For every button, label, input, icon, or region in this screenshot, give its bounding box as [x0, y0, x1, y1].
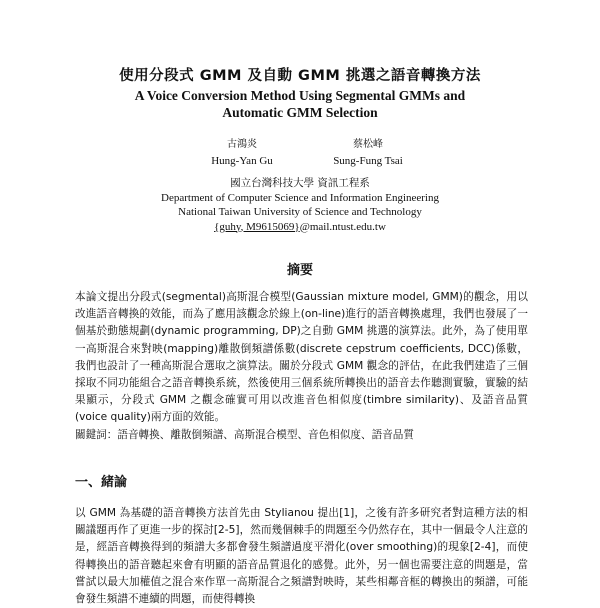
- paper-title-english: [0, 87, 600, 121]
- keywords-line: 關鍵詞：語音轉換、離散倒頻譜、高斯混合模型、音色相似度、語音品質: [75, 429, 414, 441]
- author-2: [298, 137, 438, 169]
- email-link[interactable]: {guhy, M9615069}: [214, 220, 300, 233]
- author-2-name-en: Sung-Fung Tsai: [333, 155, 403, 167]
- author-1-name-zh: 古鴻炎: [227, 139, 257, 150]
- abstract-text: 本論文提出分段式(segmental)高斯混合模型(Gaussian mixture model, GMM)的觀念，用以改進語音轉換的效能，而為了應用該觀念於線上(on-line)進行的語音轉換處理，我們也發展了一個基於動態規劃(dynamic programming, DP)之自動 GMM 挑選的演算法。此外，為了使用單一高斯混合來對映(mapping)離散倒頻譜係數(discrete cepstrum coefficients, DCC)係數，我們也設計了一種高斯混合選取之演算法。關於分段式 GMM 觀念的評估，在此我們建造了三個採取不同功能組合之語音轉換系統，然後使用三個系統所轉換出的語音去作聽測實驗，實驗的結果顯示，分段式 GMM 之觀念確實可用以改進音色相似度(timbre similarity)、及語音品質(voice quality)兩方面的效能。: [75, 291, 528, 424]
- section-1-text: 以 GMM 為基礎的語音轉換方法首先由 Stylianou 提出[1]，之後有許多研究者對這種方法的相關議題再作了更進一步的探討[2-5]，然而幾個棘手的問題至今仍然存在，其中一個最令人注意的是，經語音轉換得到的頻譜大多都會發生頻譜過度平滑化(over smoothing)的現象[2-4]，而使得轉換出的語音聽起來會有明顯的語音品質退化的感覺。此外，另一個也需要注意的問題是，當嘗試以最大加權值之混合來作單一高斯混合之頻譜對映時，某些相鄰音框的轉換出的頻譜，可能會發生頻譜不連續的問題，而使得轉換: [75, 507, 528, 606]
- email-domain: @mail.ntust.edu.tw: [299, 220, 386, 233]
- author-2-name-zh: 蔡松峰: [353, 139, 383, 150]
- affiliation-department: Department of Computer Science and Information Engineering: [161, 191, 439, 204]
- affiliation-university: National Taiwan University of Science and Technology: [178, 206, 422, 218]
- email-line: [0, 220, 600, 235]
- section-1-heading: 一、緒論: [75, 475, 128, 490]
- title-en-line-2: Automatic GMM Selection: [222, 105, 378, 120]
- author-1-name-en: Hung-Yan Gu: [211, 155, 273, 167]
- author-1: [172, 137, 312, 169]
- title-en-line-1: A Voice Conversion Method Using Segmental GMMs and: [134, 88, 466, 103]
- paper-title-chinese: 使用分段式 GMM 及自動 GMM 挑選之語音轉換方法: [119, 68, 481, 84]
- affiliation-block: [0, 176, 600, 234]
- affiliation-zh: 國立台灣科技大學 資訊工程系: [230, 177, 370, 189]
- abstract-heading: 摘要: [286, 263, 313, 278]
